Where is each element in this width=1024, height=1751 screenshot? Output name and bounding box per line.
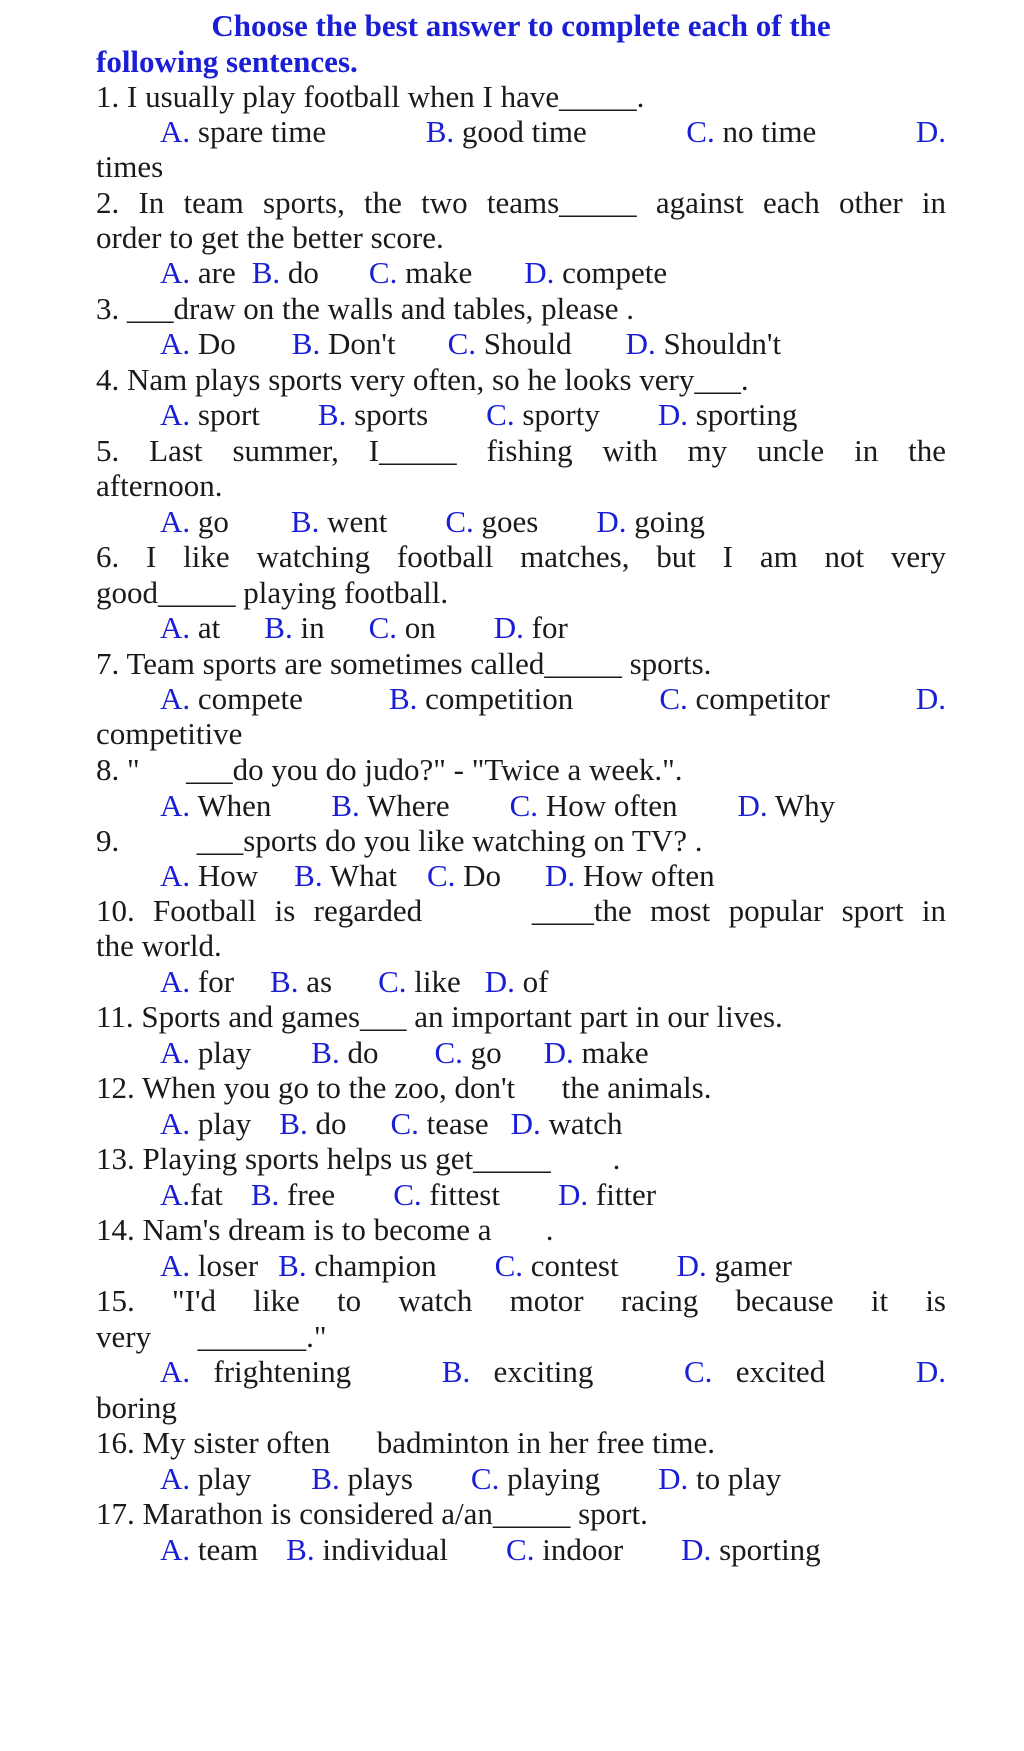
option-b[interactable]: B. free [250, 1177, 336, 1212]
option-a[interactable]: A. play [160, 1461, 252, 1496]
option-c[interactable]: C. playing [470, 1461, 601, 1496]
option-c[interactable]: C. goes [445, 504, 539, 539]
option-b[interactable]: B. plays [311, 1461, 413, 1496]
option-c[interactable]: C. Do [426, 858, 502, 893]
option-a[interactable]: A. frightening [160, 1354, 352, 1389]
option-d[interactable]: D. How often [545, 858, 715, 893]
question-11-options [160, 1033, 946, 1072]
option-d[interactable]: D. of [484, 964, 549, 999]
question-12-text: 12. When you go to the zoo, don't the animals. [96, 1070, 712, 1105]
option-b[interactable]: B. champion [278, 1248, 437, 1283]
question-6-text: 6. I like watching football matches, but I am not very [96, 539, 946, 574]
option-a[interactable]: A. for [160, 964, 235, 999]
option-c[interactable]: C. make [368, 255, 473, 290]
option-c[interactable]: C. competitor [659, 681, 830, 716]
option-d[interactable]: D. watch [510, 1106, 623, 1141]
question-10-text: 10. Football is regarded ____the most popular sport in [96, 893, 946, 928]
option-d[interactable]: D. for [493, 610, 568, 645]
option-c[interactable]: C. like [378, 964, 461, 999]
option-b[interactable]: B. Where [331, 788, 450, 823]
option-a[interactable]: A.fat [160, 1177, 223, 1212]
option-c[interactable]: C. Should [447, 326, 572, 361]
option-d[interactable]: D. fitter [558, 1177, 657, 1212]
question-14-options [160, 1246, 946, 1285]
option-b[interactable]: B. good time [425, 114, 587, 149]
option-a[interactable]: A. are [160, 255, 236, 290]
option-d[interactable]: D. going [596, 504, 705, 539]
question-13-text: 13. Playing sports helps us get_____ . [96, 1141, 621, 1176]
option-b[interactable]: B. Don't [291, 326, 396, 361]
option-b[interactable]: B. do [311, 1035, 379, 1070]
question-5-options [160, 502, 946, 541]
option-d[interactable]: D. sporting [681, 1532, 821, 1567]
question-9-text: 9. ___sports do you like watching on TV? . [96, 823, 703, 858]
question-10-text-cont: the world. [96, 928, 222, 963]
question-1-text: 1. I usually play football when I have_____. [96, 79, 645, 114]
question-17-options [160, 1530, 946, 1569]
question-2-options [160, 253, 946, 292]
option-c[interactable]: C. contest [494, 1248, 619, 1283]
option-b[interactable]: B. do [279, 1106, 347, 1141]
question-6-options [160, 608, 946, 647]
question-3-text: 3. ___draw on the walls and tables, please . [96, 291, 635, 326]
option-d[interactable]: D. [915, 681, 946, 716]
option-a[interactable]: A. compete [160, 681, 303, 716]
option-a[interactable]: A. spare time [160, 114, 327, 149]
option-d[interactable]: D. gamer [676, 1248, 792, 1283]
instructions-title-line-2: following sentences. [96, 44, 358, 79]
option-a[interactable]: A. team [160, 1532, 259, 1567]
option-b[interactable]: B. individual [286, 1532, 449, 1567]
question-7-option-d-text: competitive [96, 716, 243, 751]
instructions-title-line-1: Choose the best answer to complete each of the [211, 8, 831, 43]
question-1-options [160, 112, 946, 151]
option-d[interactable]: D. sporting [657, 397, 798, 432]
question-2-text-cont: order to get the better score. [96, 220, 444, 255]
question-15-text: 15. "I'd like to watch motor racing because it is [96, 1283, 946, 1318]
question-6-text-cont: good_____ playing football. [96, 575, 449, 610]
option-d[interactable]: D. Shouldn't [625, 326, 782, 361]
option-c[interactable]: C. How often [509, 788, 678, 823]
option-a[interactable]: A. go [160, 504, 229, 539]
option-d[interactable]: D. make [543, 1035, 649, 1070]
option-c[interactable]: C. tease [390, 1106, 489, 1141]
question-4-text: 4. Nam plays sports very often, so he looks very___. [96, 362, 749, 397]
option-b[interactable]: B. exciting [441, 1354, 594, 1389]
question-16-options [160, 1459, 946, 1498]
question-5-text-cont: afternoon. [96, 468, 223, 503]
option-c[interactable]: C. excited [684, 1354, 826, 1389]
option-d[interactable]: D. [915, 1354, 946, 1389]
option-c[interactable]: C. fittest [393, 1177, 500, 1212]
option-a[interactable]: A. sport [160, 397, 260, 432]
option-a[interactable]: A. at [160, 610, 221, 645]
option-a[interactable]: A. When [160, 788, 272, 823]
option-a[interactable]: A. loser [160, 1248, 259, 1283]
question-7-options [160, 679, 946, 718]
option-b[interactable]: B. do [251, 255, 319, 290]
option-a[interactable]: A. play [160, 1035, 252, 1070]
question-11-text: 11. Sports and games___ an important part in our lives. [96, 999, 783, 1034]
option-d[interactable]: D. Why [737, 788, 836, 823]
question-2-text: 2. In team sports, the two teams_____ against each other in [96, 185, 946, 220]
option-b[interactable]: B. in [264, 610, 325, 645]
question-4-options [160, 395, 946, 434]
option-c[interactable]: C. no time [686, 114, 817, 149]
option-c[interactable]: C. indoor [506, 1532, 624, 1567]
question-7-text: 7. Team sports are sometimes called_____ sports. [96, 646, 712, 681]
question-8-text: 8. " ___do you do judo?" - "Twice a week.". [96, 752, 683, 787]
option-c[interactable]: C. on [368, 610, 436, 645]
question-12-options [160, 1104, 946, 1143]
option-b[interactable]: B. went [290, 504, 388, 539]
option-a[interactable]: A. Do [160, 326, 236, 361]
question-16-text: 16. My sister often badminton in her free time. [96, 1425, 716, 1460]
question-15-text-cont: very _______." [96, 1319, 327, 1354]
question-10-options [160, 962, 946, 1001]
option-c[interactable]: C. sporty [486, 397, 600, 432]
option-b[interactable]: B. What [294, 858, 397, 893]
question-1-option-d-text: times [96, 149, 164, 184]
option-d[interactable]: D. compete [524, 255, 668, 290]
option-b[interactable]: B. competition [388, 681, 574, 716]
option-a[interactable]: A. How [160, 858, 259, 893]
question-15-options [160, 1352, 946, 1391]
question-14-text: 14. Nam's dream is to become a . [96, 1212, 554, 1247]
option-c[interactable]: C. go [434, 1035, 502, 1070]
question-15-option-d-text: boring [96, 1390, 177, 1425]
option-b[interactable]: B. as [270, 964, 333, 999]
option-d[interactable]: D. [915, 114, 946, 149]
option-a[interactable]: A. play [160, 1106, 252, 1141]
question-5-text: 5. Last summer, I_____ fishing with my uncle in the [96, 433, 946, 468]
option-b[interactable]: B. sports [317, 397, 429, 432]
question-13-options [160, 1175, 946, 1214]
question-17-text: 17. Marathon is considered a/an_____ sport. [96, 1496, 648, 1531]
question-8-options [160, 786, 946, 825]
option-d[interactable]: D. to play [658, 1461, 782, 1496]
question-3-options [160, 324, 946, 363]
question-9-options [160, 856, 946, 895]
